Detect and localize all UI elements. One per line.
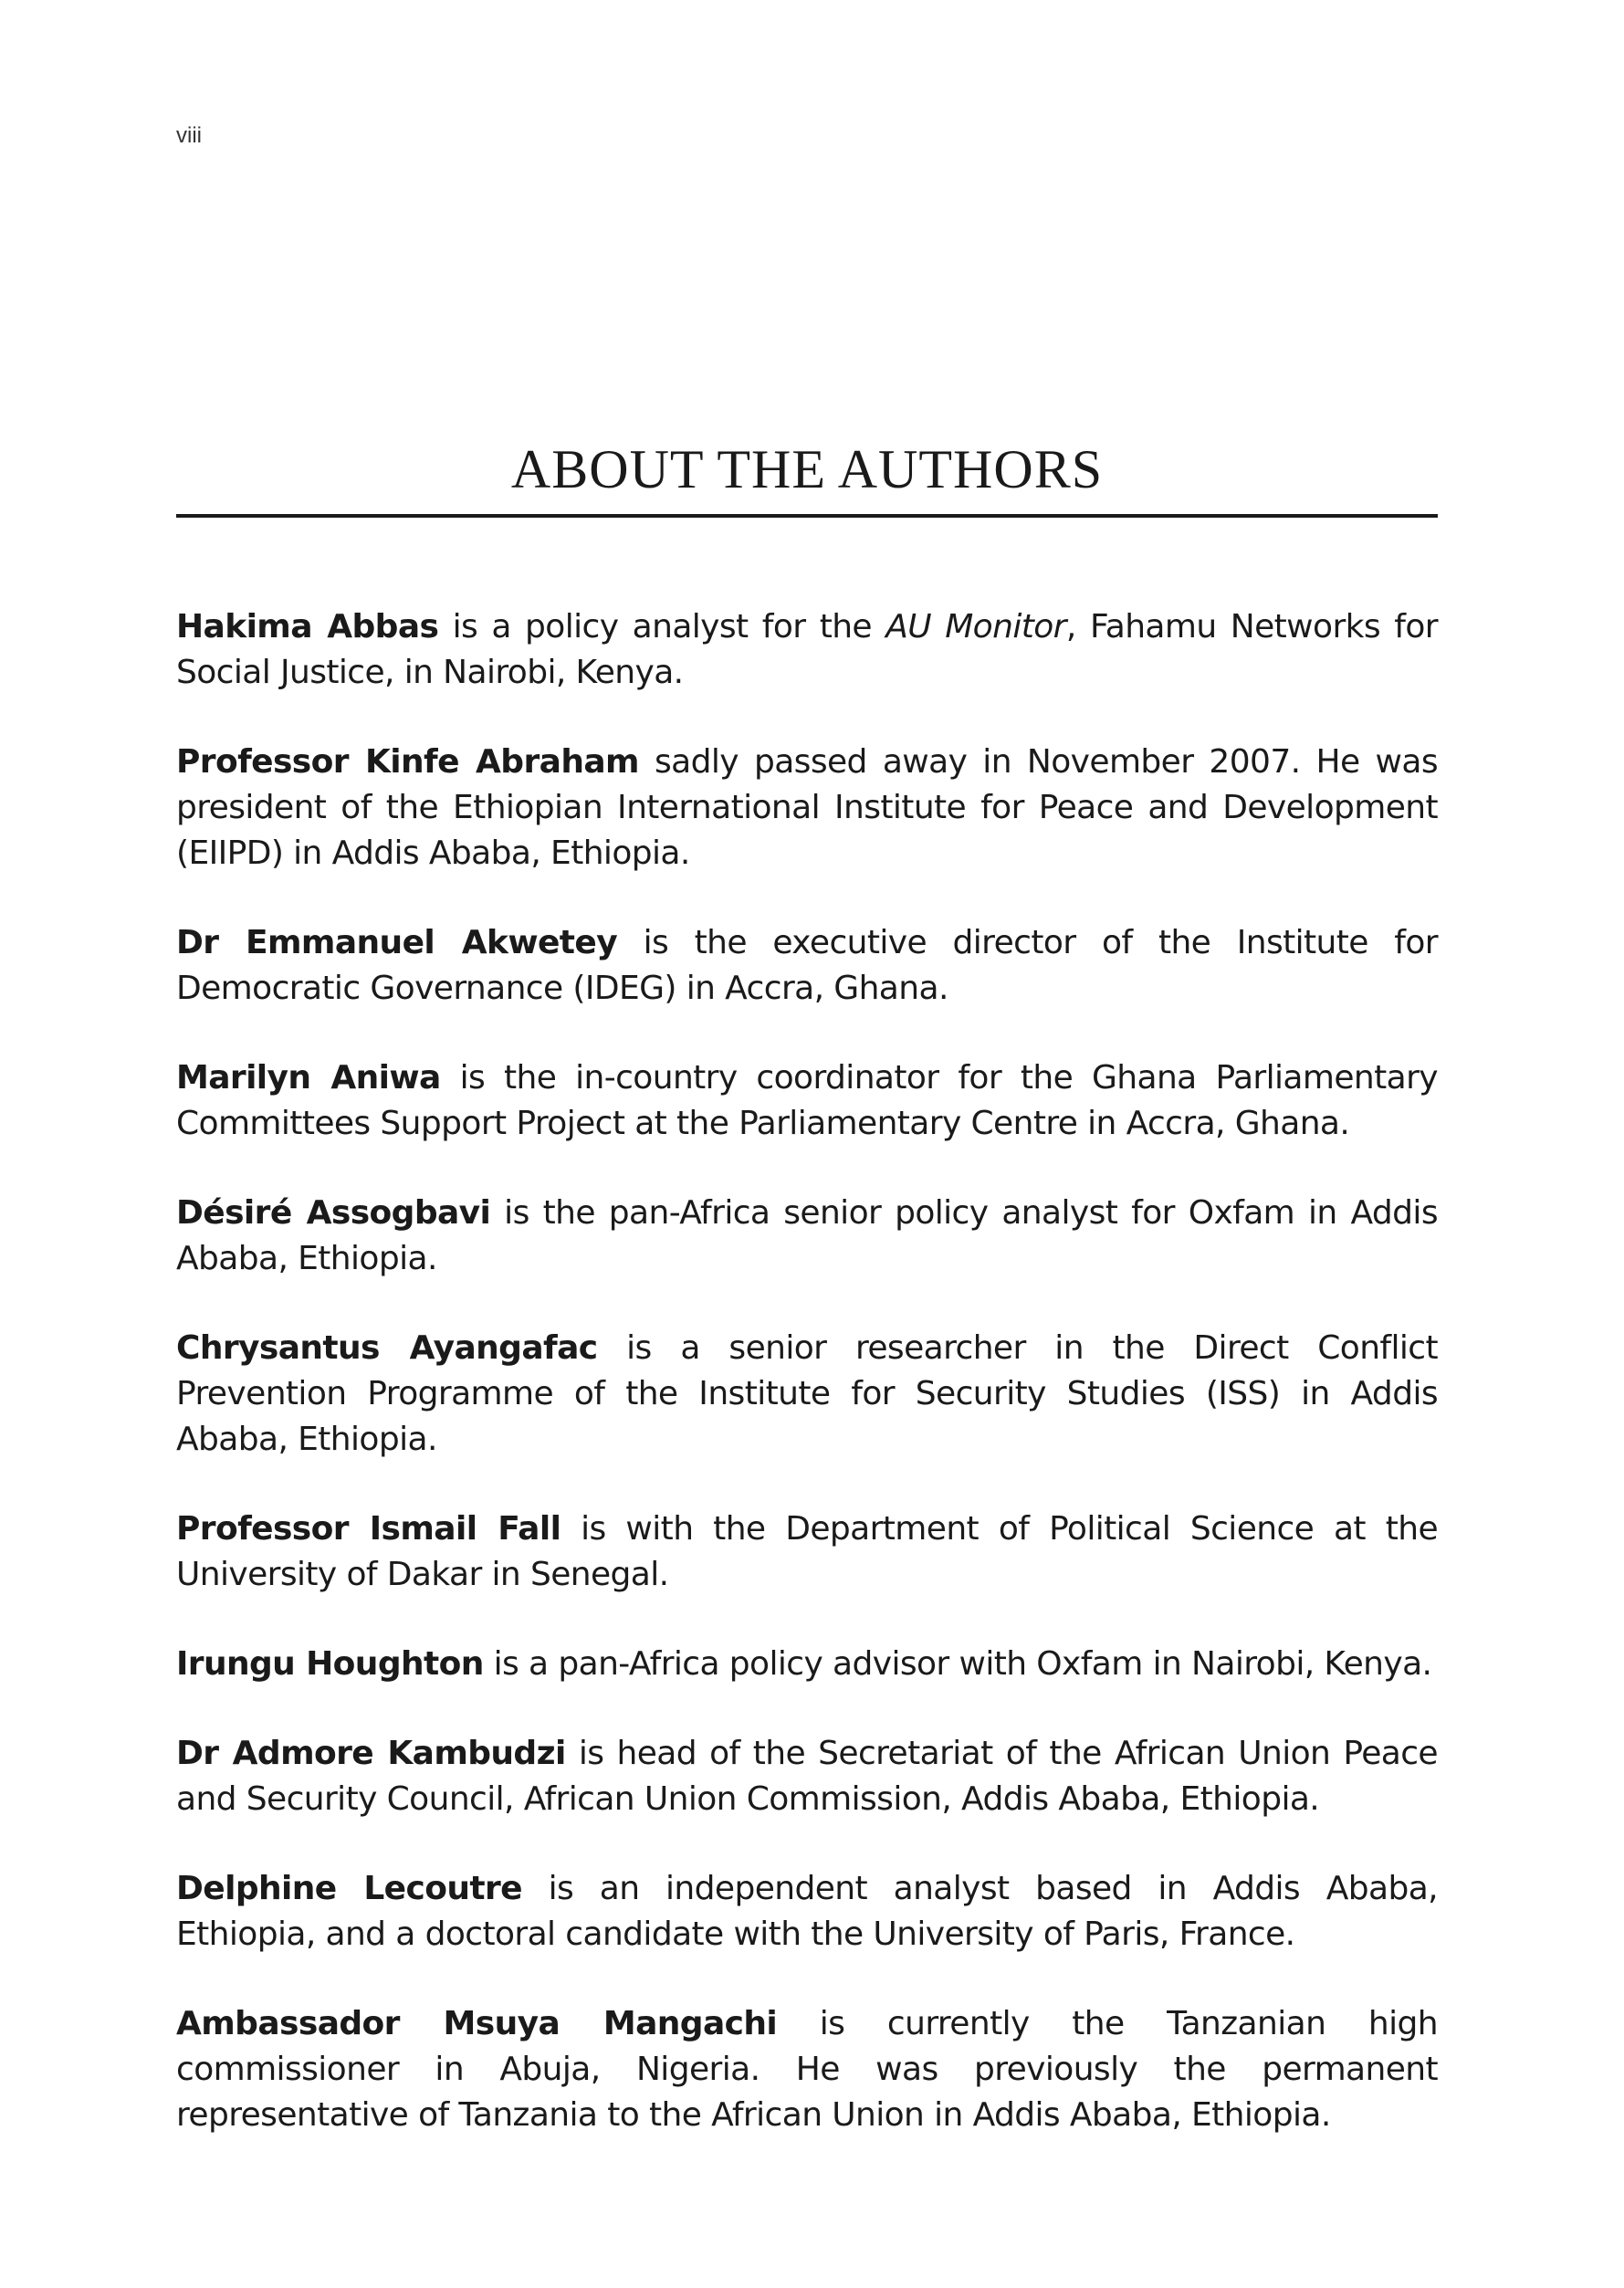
author-name: Ambassador Msuya Mangachi: [176, 2005, 778, 2042]
author-entry: [176, 1731, 1438, 1822]
author-entry: [176, 1866, 1438, 1957]
author-entry: [176, 1642, 1438, 1687]
author-bio: , Fahamu Networks for Social Justice, in Nairobi, Kenya.: [176, 608, 1438, 691]
author-entry: [176, 2001, 1438, 2138]
author-name: Désiré Assogbavi: [176, 1194, 491, 1232]
author-entry: [176, 920, 1438, 1012]
author-name: Dr Admore Kambudzi: [176, 1735, 566, 1772]
author-bio: is currently the Tanzanian high commissioner in Abuja, Nigeria. He was previously the permanent representative of Tanzania to the African Union in Addis Ababa, Ethiopia.: [176, 2005, 1438, 2134]
author-entry: [176, 740, 1438, 876]
author-bio: is an independent analyst based in Addis Ababa, Ethiopia, and a doctoral candidate with the University of Paris, France.: [176, 1870, 1438, 1953]
author-entry: [176, 1326, 1438, 1463]
author-bio: is head of the Secretariat of the African Union Peace and Security Council, African Union Commission, Addis Ababa, Ethiopia.: [176, 1735, 1438, 1818]
author-bio: sadly passed away in November 2007. He was president of the Ethiopian International Institute for Peace and Development (EIIPD) in Addis Ababa, Ethiopia.: [176, 743, 1438, 872]
author-bio: is the pan-Africa senior policy analyst for Oxfam in Addis Ababa, Ethiopia.: [176, 1194, 1438, 1277]
author-entry: [176, 1055, 1438, 1147]
author-entry: [176, 1506, 1438, 1598]
title-rule: [176, 514, 1438, 518]
author-name: Professor Ismail Fall: [176, 1510, 561, 1548]
author-bio: is a pan-Africa policy advisor with Oxfam in Nairobi, Kenya.: [483, 1645, 1432, 1683]
author-name: Hakima Abbas: [176, 608, 439, 645]
author-bio: is a senior researcher in the Direct Conflict Prevention Programme of the Institute for Security Studies (ISS) in Addis Ababa, Ethiopia.: [176, 1329, 1438, 1458]
author-name: Irungu Houghton: [176, 1645, 484, 1683]
author-bio: is the executive director of the Institute for Democratic Governance (IDEG) in Accra, Ghana.: [176, 924, 1438, 1007]
page-title: ABOUT THE AUTHORS: [510, 439, 1104, 499]
author-entry: [176, 604, 1438, 696]
author-name: Delphine Lecoutre: [176, 1870, 522, 1907]
author-bio: is a policy analyst for the: [438, 608, 886, 645]
author-name: Dr Emmanuel Akwetey: [176, 924, 618, 961]
author-name: Professor Kinfe Abraham: [176, 743, 639, 781]
author-name: Chrysantus Ayangafac: [176, 1329, 598, 1367]
author-bio: is the in-country coordinator for the Ghana Parliamentary Committees Support Project at the Parliamentary Centre in Accra, Ghana.: [176, 1059, 1439, 1142]
author-name: Marilyn Aniwa: [176, 1059, 441, 1097]
author-bio: is with the Department of Political Science at the University of Dakar in Senegal.: [176, 1510, 1438, 1593]
author-list: [176, 604, 1438, 2182]
author-bio-italic: AU Monitor: [885, 608, 1066, 645]
author-entry: [176, 1191, 1438, 1282]
page-number: viii: [176, 123, 202, 148]
